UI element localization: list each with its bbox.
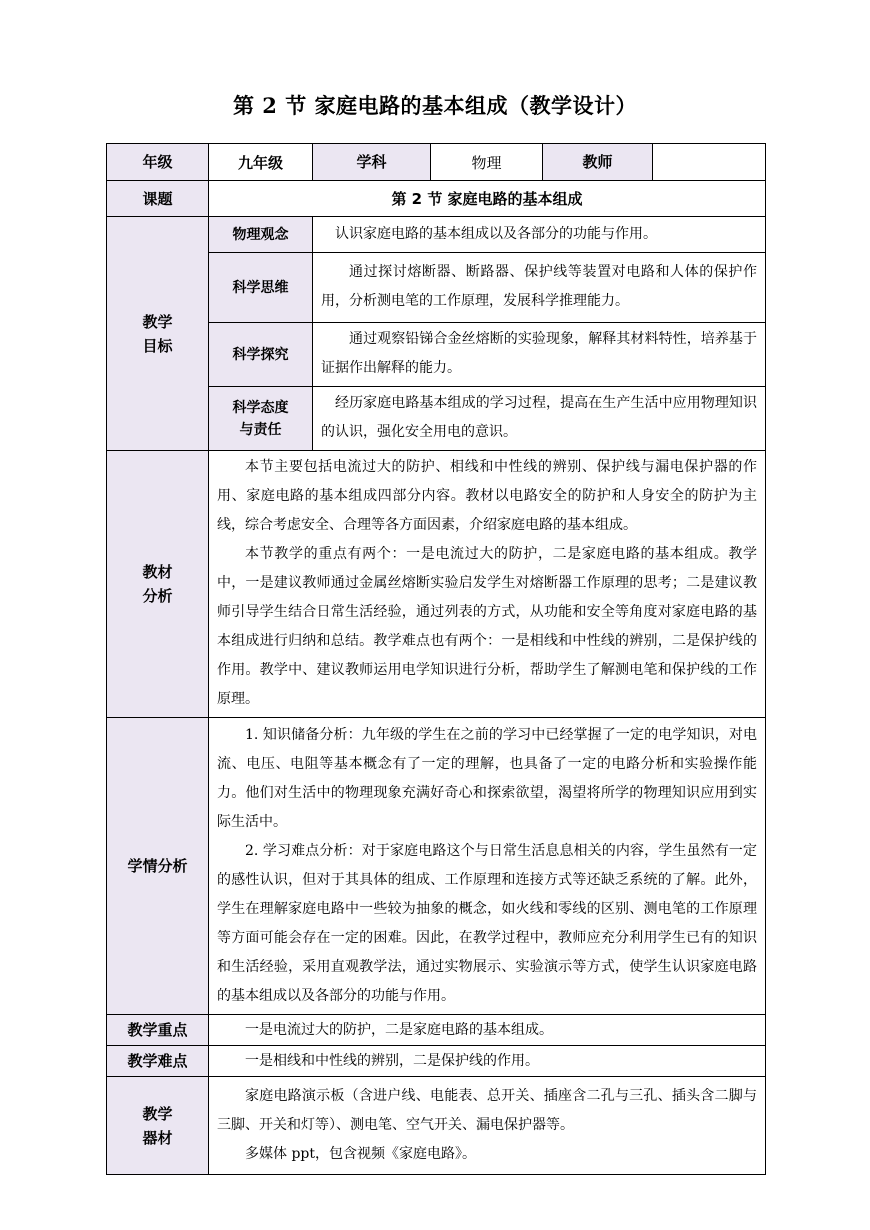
- page-title: 第 2 节 家庭电路的基本组成（教学设计）: [232, 93, 638, 118]
- equipment-row: [107, 1077, 766, 1175]
- grade-value: 九年级: [209, 144, 313, 181]
- equipment-label-line1: 教学: [142, 1104, 173, 1123]
- paragraph: 2. 学习难点分析：对于家庭电路这个与日常生活息息相关的内容，学生虽然有一定的感性认识，但对于其具体的组成、工作原理和连接方式等还缺乏系统的了解。此外，学生在理解家庭电路中一些较为抽象的概念，如火线和零线的区别、测电笔的工作原理等方面可能会存在一定的困难。因此，在教学过程中，教师应充分利用学生已有的知识和生活经验，采用直观教学法，通过实物展示、实验演示等方式，使学生认识家庭电路的基本组成以及各部分的功能与作用。: [217, 842, 757, 1004]
- topic-row: [107, 181, 766, 217]
- objective-name: 物理观念: [209, 217, 313, 253]
- material-analysis-label-line2: 分析: [142, 587, 173, 605]
- equipment-content: [209, 1077, 766, 1175]
- paragraph: 本节教学的重点有两个：一是电流过大的防护，二是家庭电路的基本组成。教学中，一是建议教师通过金属丝熔断实验启发学生对熔断器工作原理的思考；二是建议教师引导学生结合日常生活经验，通过列表的方式，从功能和安全等角度对家庭电路的基本组成进行归纳和总结。教学难点也有两个：一是相线和中性线的辨别，二是保护线的作用。教学中、建议教师运用电学知识进行分析，帮助学生了解测电笔和保护线的工作原理。: [217, 546, 757, 707]
- objective-name-line2: 与责任: [239, 421, 282, 438]
- objectives-label-line1: 教学: [142, 312, 173, 331]
- teacher-value: [653, 144, 766, 181]
- key-points-row: [107, 1015, 766, 1046]
- paragraph: 本节主要包括电流过大的防护、相线和中性线的辨别、保护线与漏电保护器的作用、家庭电路的基本组成四部分内容。教材以电路安全的防护和人身安全的防护为主线，综合考虑安全、合理等各方面因素，介绍家庭电路的基本组成。: [217, 459, 757, 533]
- objective-row-physics-concept: [107, 217, 766, 253]
- topic-label: 课题: [107, 181, 209, 217]
- objective-name: 科学思维: [209, 253, 313, 323]
- objective-name: [209, 387, 313, 451]
- paragraph: 多媒体 ppt，包含视频《家庭电路》。: [245, 1145, 476, 1162]
- material-analysis-row: [107, 451, 766, 718]
- objective-text: 认识家庭电路的基本组成以及各部分的功能与作用。: [313, 217, 766, 253]
- lesson-design-table: [106, 143, 766, 1175]
- teacher-label: 教师: [543, 144, 653, 181]
- student-analysis-row: [107, 718, 766, 1015]
- student-analysis-label: 学情分析: [107, 718, 209, 1015]
- difficulties-content: 一是相线和中性线的辨别，二是保护线的作用。: [209, 1046, 766, 1077]
- objective-text: 通过观察铅锑合金丝熔断的实验现象，解释其材料特性，培养基于证据作出解释的能力。: [313, 323, 766, 387]
- student-analysis-content: [209, 718, 766, 1015]
- key-points-label: 教学重点: [107, 1015, 209, 1046]
- subject-label: 学科: [313, 144, 431, 181]
- paragraph: 1. 知识储备分析：九年级的学生在之前的学习中已经掌握了一定的电学知识，对电流、电压、电阻等基本概念有了一定的理解，也具备了一定的电路分析和实验操作能力。他们对生活中的物理现象充满好奇心和探索欲望，渴望将所学的物理知识应用到实际生活中。: [217, 726, 757, 830]
- difficulties-row: [107, 1046, 766, 1077]
- objectives-label: [107, 217, 209, 451]
- paragraph: 家庭电路演示板（含进户线、电能表、总开关、插座含二孔与三孔、插头含二脚与三脚、开关和灯等）、测电笔、空气开关、漏电保护器等。: [217, 1087, 757, 1133]
- equipment-label: [107, 1077, 209, 1175]
- material-analysis-label: [107, 451, 209, 718]
- objective-text: 经历家庭电路基本组成的学习过程，提高在生产生活中应用物理知识的认识，强化安全用电的意识。: [313, 387, 766, 451]
- key-points-content: 一是电流过大的防护，二是家庭电路的基本组成。: [209, 1015, 766, 1046]
- subject-value: 物理: [431, 144, 543, 181]
- equipment-label-line2: 器材: [142, 1128, 173, 1147]
- objective-name-line1: 科学态度: [232, 399, 289, 416]
- objective-name: 科学探究: [209, 323, 313, 387]
- material-analysis-content: [209, 451, 766, 718]
- topic-value: 第 2 节 家庭电路的基本组成: [209, 181, 766, 217]
- material-analysis-label-line1: 教材: [142, 563, 173, 581]
- header-row: [107, 144, 766, 181]
- objectives-label-line2: 目标: [142, 336, 173, 355]
- grade-label: 年级: [107, 144, 209, 181]
- objective-text: 通过探讨熔断器、断路器、保护线等装置对电路和人体的保护作用，分析测电笔的工作原理，发展科学推理能力。: [313, 253, 766, 323]
- difficulties-label: 教学难点: [107, 1046, 209, 1077]
